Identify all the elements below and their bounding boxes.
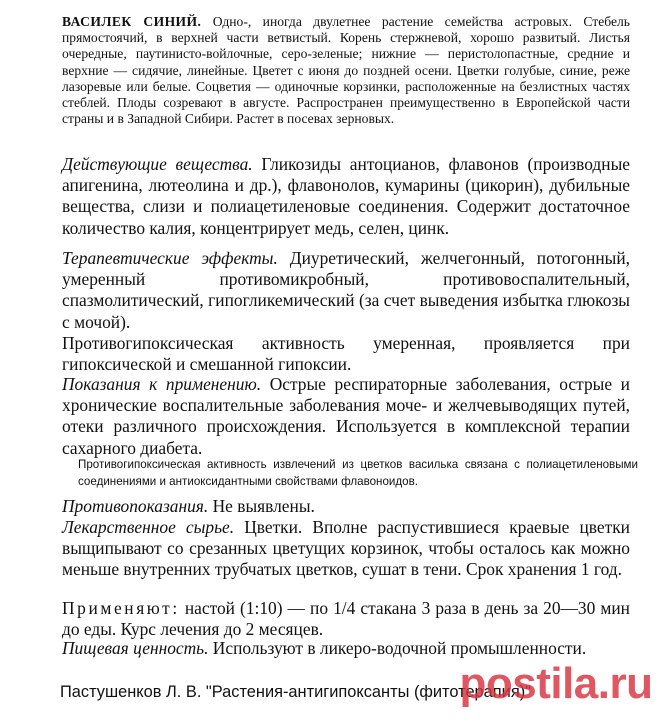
section-antihypoxic-activity (62, 333, 630, 375)
section-text: Гликозиды антоцианов, флавонов (производные апигенина, лютеолина и др.), флавонолов, кумарины (цикорин), дубильные вещества, слизи и полиацетиленовые соединения. Содержит достаточное количество калия, концентрирует медь, селен, цинк. (62, 154, 630, 238)
section-label: Лекарственное сырье. (62, 517, 235, 537)
section-label: Показания к применению. (62, 374, 262, 394)
section-text: Диуретический, желчегонный, потогонный, умеренный противомикробный, противовоспалительный, спазмолитический, гипогликемический (за счет выведения избытка глюкозы с мочой). (62, 248, 630, 332)
footnote: Противогипоксическая активность извлечений из цветков василька связана с полиацетиленовыми соединениями и антиоксидантными свойствами флавоноидов. (78, 458, 638, 488)
plant-title: ВАСИЛЕК СИНИЙ. (62, 14, 202, 29)
plant-description-text: Одно-, иногда двулетнее растение семейства астровых. Стебель прямостоячий, в верхней части ветвистый. Корень стержневой, хорошо развитый. Листья очередные, паутинисто-войлочные, серо-зеленые; нижние — перистолопастные, средние и верхние — сидячие, линейные. Цветет с июня до поздней осени. Цветки голубые, синие, реже лазоревые или белые. Соцветия — одиночные корзинки, расположенные на безлистных частях стеблей. Плоды созревают в августе. Распространен преимущественно в Европейской части страны и в Западной Сибири. Растет в посевах зерновых. (62, 14, 630, 127)
section-usage (62, 598, 630, 640)
section-label: Противопоказания. (62, 496, 209, 516)
section-text: Не выявлены. (212, 496, 315, 516)
section-text: настой (1:10) — по 1/4 стакана 3 раза в день за 20—30 мин до еды. Курс лечения до 2 месяцев. (62, 598, 630, 640)
section-contraindications (62, 496, 630, 517)
section-indications (62, 374, 630, 459)
watermark-logo: postila.ru (459, 659, 653, 708)
section-label: Пищевая ценность. (62, 638, 209, 658)
section-label: Терапевтические эффекты. (62, 248, 278, 268)
section-label: Действующие вещества. (62, 154, 253, 174)
section-label: Применяют: (62, 598, 180, 618)
section-raw-material (62, 517, 630, 581)
section-text: Острые респираторные заболевания, острые и хронические воспалительные заболевания моче- и желчевыводящих путей, отеки различного происхождения. Используется в комплексной терапии сахарного диабета. (62, 374, 630, 458)
section-active-substances (62, 154, 630, 239)
plant-description (62, 14, 630, 127)
source-citation: Пастушенков Л. В. "Растения-антигипоксанты (фитотерапия)" (60, 683, 531, 701)
section-text: Используют в ликеро-водочной промышленности. (212, 638, 587, 658)
section-text: Противогипоксическая активность умеренная, проявляется при гипоксической и смешанной гипоксии. (62, 333, 630, 375)
section-text: Цветки. Вполне распустившиеся краевые цветки выщипывают со срезанных цветущих корзинок, чтобы осталось как можно меньше внутренних трубчатых цветков, сушат в тени. Срок хранения 1 год. (62, 517, 630, 580)
section-therapeutic-effects (62, 248, 630, 333)
